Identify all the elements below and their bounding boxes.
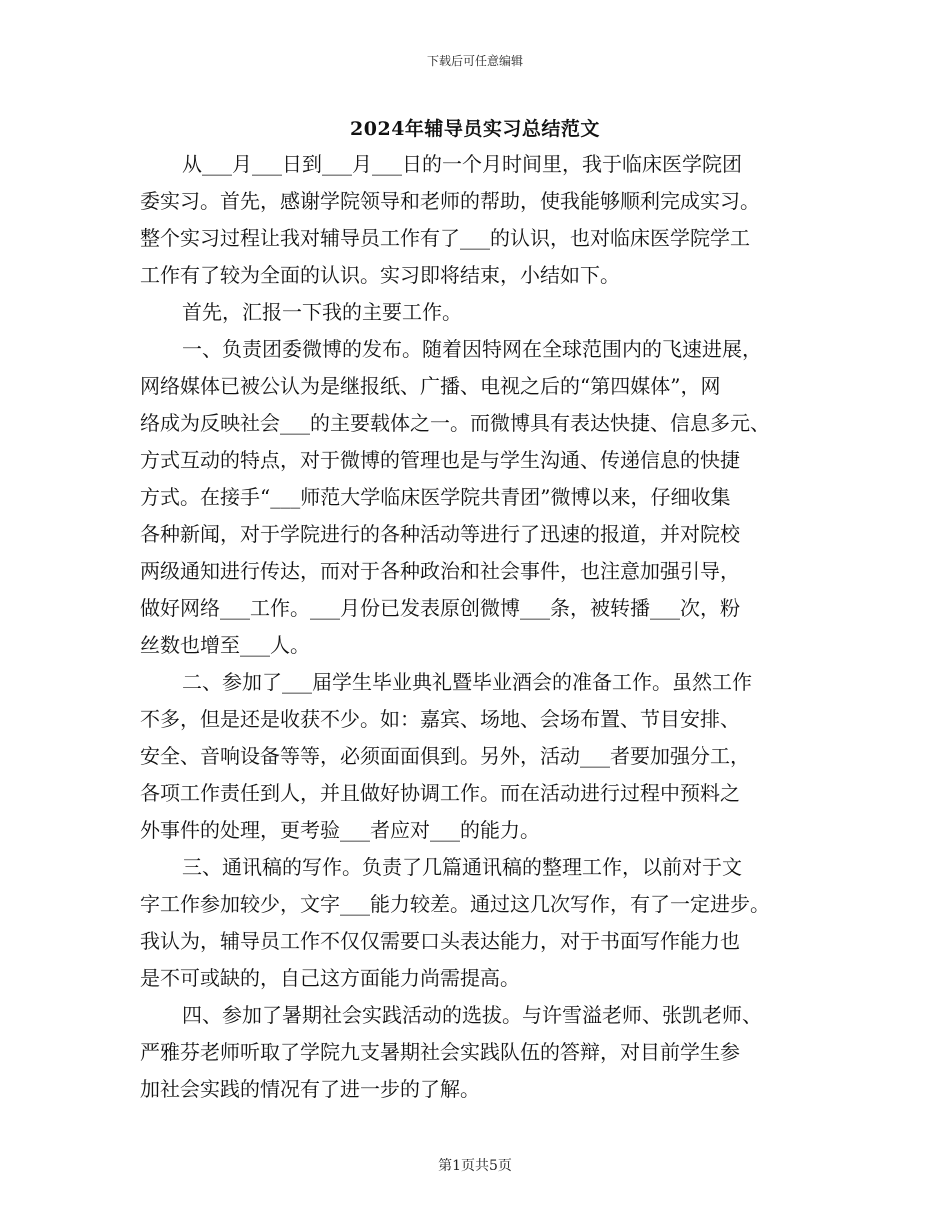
text-line: 是不可或缺的，自己这方面能力尚需提高。 <box>140 966 520 990</box>
text-line: 外事件的处理，更考验___者应对___的能力。 <box>140 818 540 842</box>
text-line: 各项工作责任到人，并且做好协调工作。而在活动进行过程中预料之 <box>140 781 740 805</box>
text-line: 方式互动的特点，对于微博的管理也是与学生沟通、传递信息的快捷 <box>140 448 740 472</box>
text-line: 方式。在接手“___师范大学临床医学院共青团”微博以来，仔细收集 <box>140 485 731 509</box>
text-line: 各种新闻，对于学院进行的各种活动等进行了迅速的报道，并对院校 <box>140 522 740 546</box>
text-line: 做好网络___工作。___月份已发表原创微博___条，被转播___次，粉 <box>140 596 740 620</box>
text-line: 委实习。首先，感谢学院领导和老师的帮助，使我能够顺利完成实习。 <box>140 189 760 213</box>
text-line: 首先，汇报一下我的主要工作。 <box>182 300 462 324</box>
text-line: 不多，但是还是收获不少。如：嘉宾、场地、会场布置、节目安排、 <box>140 707 740 731</box>
text-line: 络成为反映社会___的主要载体之一。而微博具有表达快捷、信息多元、 <box>140 411 770 435</box>
text-line: 三、通讯稿的写作。负责了几篇通讯稿的整理工作，以前对于文 <box>182 855 742 879</box>
document-body <box>140 146 820 1108</box>
text-line: 安全、音响设备等等，必须面面俱到。另外，活动___者要加强分工， <box>140 744 750 768</box>
text-line: 加社会实践的情况有了进一步的了解。 <box>140 1077 480 1101</box>
text-line: 整个实习过程让我对辅导员工作有了___的认识，也对临床医学院学工 <box>140 226 750 250</box>
text-line: 四、参加了暑期社会实践活动的选拔。与许雪溢老师、张凯老师、 <box>182 1003 762 1027</box>
text-line: 两级通知进行传达，而对于各种政治和社会事件，也注意加强引导， <box>140 559 740 583</box>
text-line: 严雅芬老师听取了学院九支暑期社会实践队伍的答辩，对目前学生参 <box>140 1040 740 1064</box>
page-header: 下载后可任意编辑 <box>426 54 523 68</box>
text-line: 丝数也增至___人。 <box>140 633 310 657</box>
document-title: 2024年辅导员实习总结范文 <box>350 118 600 140</box>
text-line: 工作有了较为全面的认识。实习即将结束，小结如下。 <box>140 263 620 287</box>
text-line: 从___月___日到___月___日的一个月时间里，我于临床医学院团 <box>182 152 742 176</box>
text-line: 字工作参加较少，文字___能力较差。通过这几次写作，有了一定进步。 <box>140 892 770 916</box>
text-line: 一、负责团委微博的发布。随着因特网在全球范围内的飞速进展， <box>182 337 762 361</box>
text-line: 我认为，辅导员工作不仅仅需要口头表达能力，对于书面写作能力也 <box>140 929 740 953</box>
text-line: 二、参加了___届学生毕业典礼暨毕业酒会的准备工作。虽然工作 <box>182 670 752 694</box>
text-line: 网络媒体已被公认为是继报纸、广播、电视之后的“第四媒体”，网 <box>140 374 721 398</box>
page-footer: 第1页共5页 <box>438 1158 512 1174</box>
